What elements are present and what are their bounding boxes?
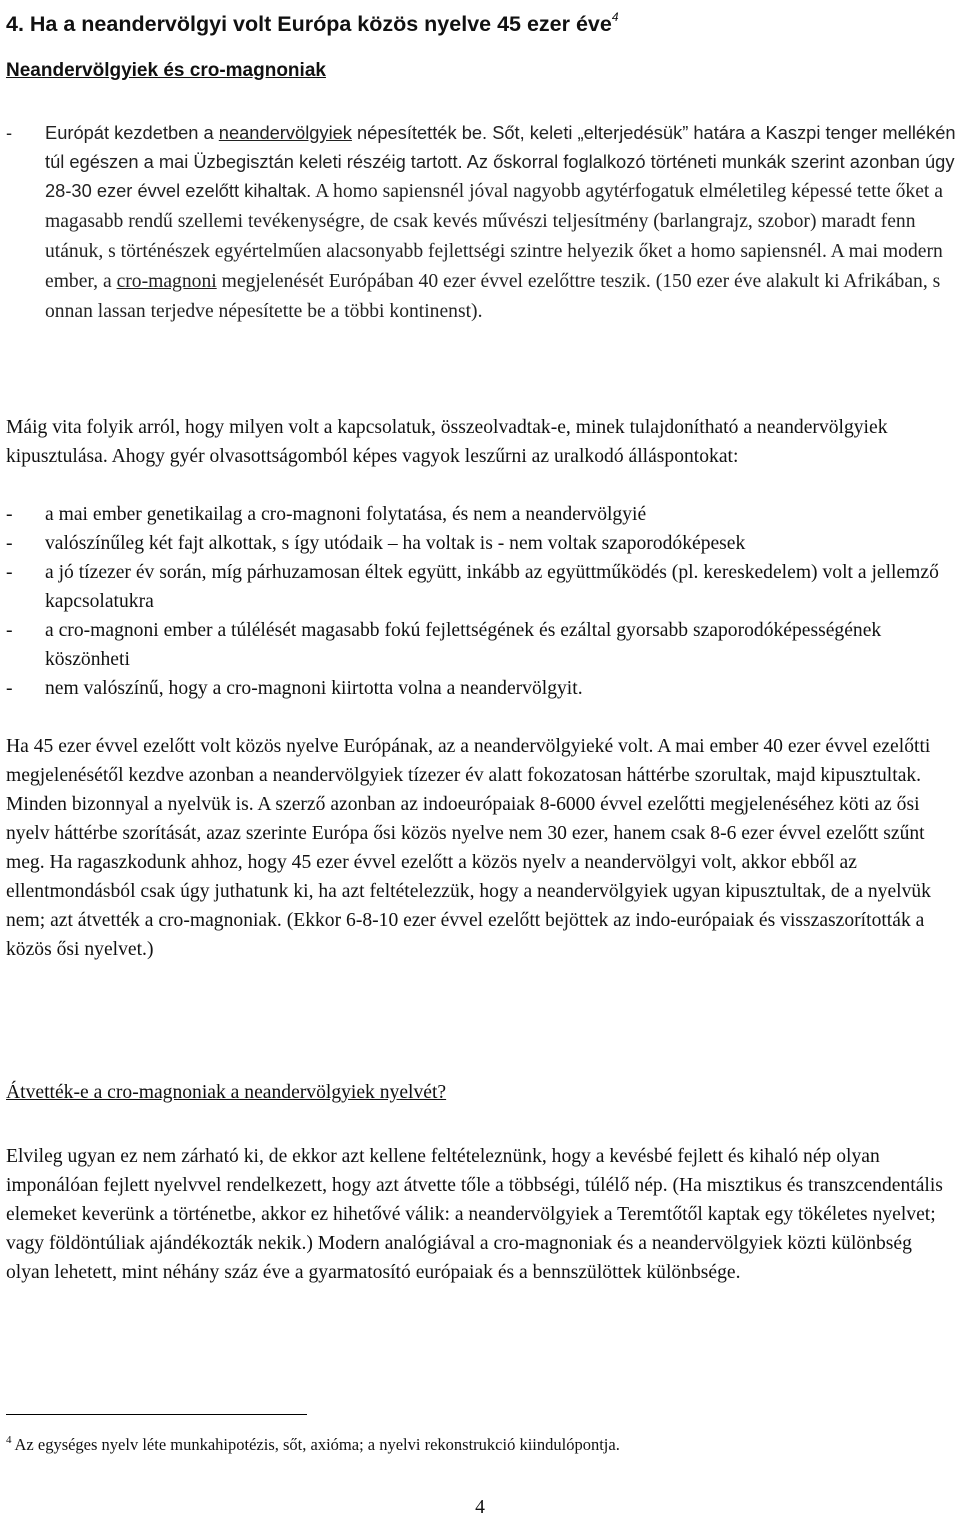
list-item: - a cro-magnoni ember a túlélését magasabb fokú fejlettségének és ezáltal gyorsabb szaporodóképességének köszönheti [6, 616, 958, 674]
dash-bullet: - [6, 122, 13, 143]
list-item: - valószínűleg két fajt alkottak, s így utódaik – ha voltak is - nem voltak szaporodóképesek [6, 529, 958, 558]
footnote-divider [6, 1414, 307, 1415]
footnote-reference[interactable]: 4 [611, 10, 619, 24]
hypothesis-paragraph: Ha 45 ezer évvel ezelőtt volt közös nyelve Európának, az a neandervölgyieké volt. A mai ember 40 ezer évvel ezelőtti megjelenésétől kezdve azonban a neandervölgyiek tízezer év alatt fokozatosan háttérbe szorultak, majd kipusztultak. Minden bizonnyal a nyelvük is. A szerző azonban az indoeurópaiak 8-6000 évvel ezelőtti megjelenéséhez köti az ősi nyelv háttérbe szorítását, azaz szerinte Európa ősi közös nyelve nem 30 ezer, hanem csak 8-6 ezer évvel ezelőtt szűnt meg. Ha ragaszkodunk ahhoz, hogy 45 ezer évvel ezelőtt a közös nyelv a neandervölgyi volt, akkor ebből az ellentmondásból csak úgy juthatunk ki, ha azt feltételezzük, hogy a neandervölgyiek ugyan kipusztultak, de a nyelvük nem; azt átvették a cro-magnoniak. (Ekkor 6-8-10 ezer évvel ezelőtt bejöttek az indo-európaiak és visszaszorították a közös ősi nyelvet.) [6, 736, 931, 960]
section-heading: Átvették-e a cro-magnoniak a neandervölgyiek nyelvét? [6, 1082, 447, 1103]
section-subtitle: Neandervölgyiek és cro-magnoniak [6, 60, 326, 81]
dash-bullet: - [6, 678, 13, 699]
analysis-paragraph: Elvileg ugyan ez nem zárható ki, de ekkor azt kellene feltételeznünk, hogy a kevésbé fejlett és kihaló nép olyan imponálóan fejlett nyelvvel rendelkezett, hogy azt átvette tőle a többségi, túlélő nép. (Ha misztikus és transzcendentális elemeket keverünk a történetbe, akkor ez hihetővé válik: a neandervölgyiek a Teremtőtől kaptak egy tökéletes nyelvet; vagy földöntúliak ajándékozták nekik.) Modern analógiával a cro-magnoniak és a neandervölgyiek közti különbség olyan lehetett, mint néhány száz éve a gyarmatosító európaiak és a bennszülöttek különbsége. [6, 1146, 943, 1283]
footnote-number: 4 [6, 1434, 12, 1446]
page-number: 4 [475, 1497, 485, 1518]
opinion-list [6, 500, 958, 703]
intro-list-item: - Európát kezdetben a neandervölgyiek népesítették be. Sőt, keleti „elterjedésük” határa a Kaszpi tenger mellékén túl egészen a mai Üzbegisztán keleti részéig tartott. Az őskorral foglalkozó történeti munkák szerint azonban úgy 28-30 ezer évvel ezelőtt kihaltak. A homo sapiensnél jóval nagyobb agytérfogatuk elméletileg képessé tette őket a magasabb rendű szellemi tevékenységre, de csak kevés művészi teljesítmény (barlangrajz, szobor) maradt fenn utánuk, s történészek egyértelműen alacsonyabb fejlettségi szintre helyezik őket a homo sapiensnél. A mai modern ember, a cro-magnoni megjelenését Európában 40 ezer évvel ezelőttre teszik. (150 ezer éve alakult ki Afrikában, s onnan lassan terjedve népesítette be a többi kontinenst). [6, 118, 956, 326]
intro-list [6, 118, 956, 326]
dash-bullet: - [6, 562, 13, 583]
link-neandervolgyiek[interactable]: neandervölgyiek [218, 122, 352, 143]
list-item: - nem valószínű, hogy a cro-magnoni kiirtotta volna a neandervölgyit. [6, 674, 958, 703]
chapter-title: 4. Ha a neandervölgyi volt Európa közös nyelve 45 ezer éve$^4$ [6, 10, 619, 36]
footnote-text: Az egységes nyelv léte munkahipotézis, sőt, axióma; a nyelvi rekonstrukció kiindulópontja. [14, 1435, 620, 1454]
list-item: - a mai ember genetikailag a cro-magnoni folytatása, és nem a neandervölgyié [6, 500, 958, 529]
link-cro-magnoni[interactable]: cro-magnoni [116, 271, 217, 292]
dash-bullet: - [6, 620, 13, 641]
list-item: - a jó tízezer év során, míg párhuzamosan éltek együtt, inkább az együttműködés (pl. kereskedelem) volt a jellemző kapcsolatukra [6, 558, 958, 616]
debate-paragraph: Máig vita folyik arról, hogy milyen volt a kapcsolatuk, összeolvadtak-e, minek tulajdonítható a neandervölgyiek kipusztulása. Ahogy gyér olvasottságomból képes vagyok leszűrni az uralkodó álláspontokat: [6, 417, 888, 467]
footnote [6, 1428, 620, 1457]
dash-bullet: - [6, 504, 13, 525]
dash-bullet: - [6, 533, 13, 554]
